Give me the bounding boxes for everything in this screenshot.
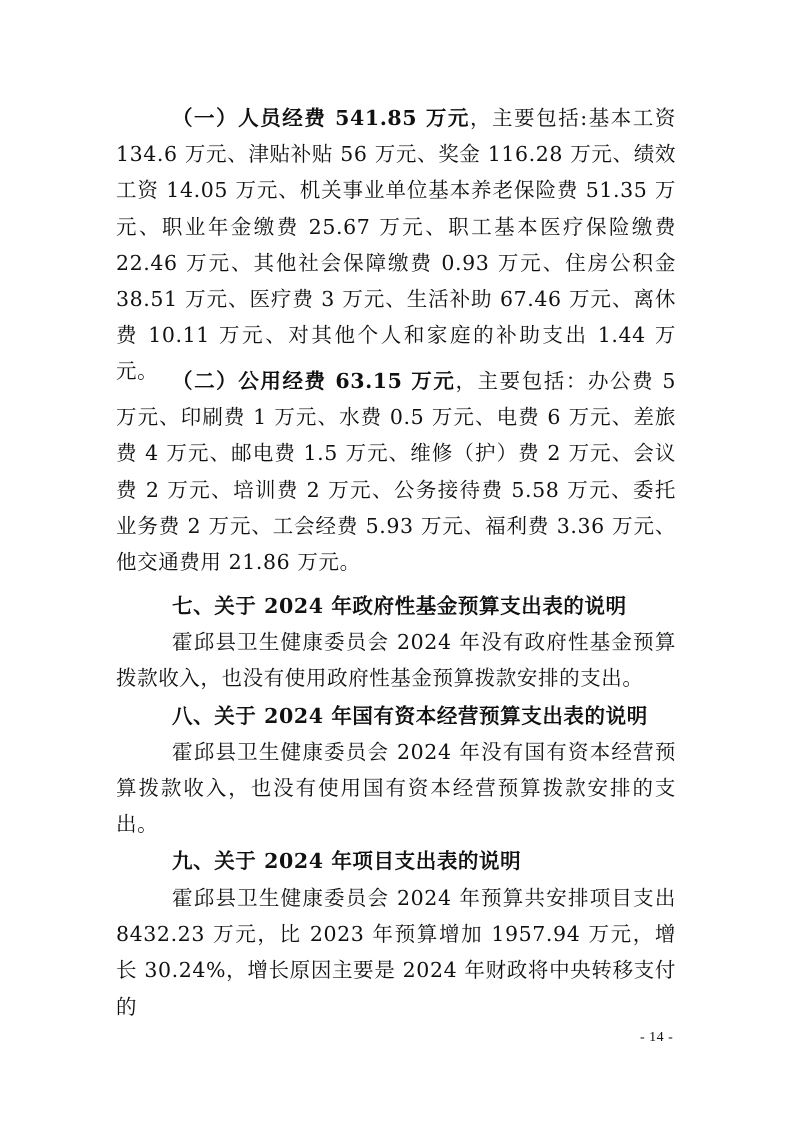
page-number: - 14 - (640, 1030, 674, 1045)
paragraph-public-expenses (116, 363, 676, 580)
paragraph-personnel-expenses (116, 100, 676, 390)
public-expenses-lead: （二）公用经费 63.15 万元 (172, 369, 456, 393)
heading-section-8: 八、关于 2024 年国有资本经营预算支出表的说明 (172, 704, 648, 728)
paragraph-section-9: 霍邱县卫生健康委员会 2024 年预算共安排项目支出 8432.23 万元，比 2023 年预算增加 1957.94 万元，增长 30.24%，增长原因主要是 2024 年财政将中央转移支付的 (116, 886, 676, 1019)
public-expenses-body: ，主要包括：办公费 5 万元、印刷费 1 万元、水费 0.5 万元、电费 6 万元、差旅费 4 万元、邮电费 1.5 万元、维修（护）费 2 万元、会议费 2 万元、培训费 2 万元、公务接待费 5.58 万元、委托业务费 2 万元、工会经费 5.93 万元、福利费 3.36 万元、他交通费用 21.86 万元。 (116, 369, 676, 575)
personnel-expenses-body: ，主要包括:基本工资 134.6 万元、津贴补贴 56 万元、奖金 116.28 万元、绩效工资 14.05 万元、机关事业单位基本养老保险费 51.35 万元、职业年金缴费 25.67 万元、职工基本医疗保险缴费 22.46 万元、其他社会保障缴费 0.93 万元、住房公积金 38.51 万元、医疗费 3 万元、生活补助 67.46 万元、离休费 10.11 万元、对其他个人和家庭的补助支出 1.44 万元。 (116, 106, 676, 384)
heading-section-9: 九、关于 2024 年项目支出表的说明 (172, 849, 522, 873)
paragraph-section-8: 霍邱县卫生健康委员会 2024 年没有国有资本经营预算拨款收入，也没有使用国有资本经营预算拨款安排的支出。 (116, 740, 676, 837)
personnel-expenses-lead: （一）人员经费 541.85 万元 (172, 106, 470, 130)
paragraph-section-7: 霍邱县卫生健康委员会 2024 年没有政府性基金预算拨款收入，也没有使用政府性基金预算拨款安排的支出。 (116, 630, 676, 691)
heading-section-7: 七、关于 2024 年政府性基金预算支出表的说明 (172, 594, 627, 618)
